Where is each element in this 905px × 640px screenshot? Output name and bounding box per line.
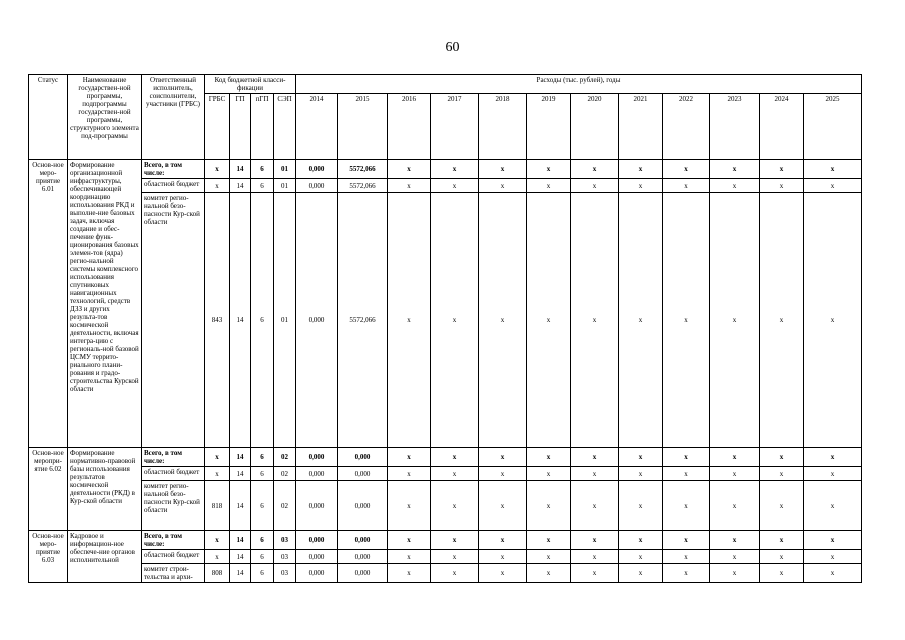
value-cell: x <box>804 179 862 193</box>
header-budget-code: Код бюджетной класси-фикации <box>205 75 296 94</box>
value-cell: x <box>388 448 431 467</box>
code-cell-gp: 14 <box>230 193 251 448</box>
header-year-5: 2019 <box>527 94 571 160</box>
value-cell: x <box>388 564 431 583</box>
header-year-1: 2015 <box>338 94 388 160</box>
value-cell: x <box>479 550 527 564</box>
value-cell: x <box>571 531 619 550</box>
value-cell: 5572,066 <box>338 160 388 179</box>
value-cell: x <box>479 531 527 550</box>
value-cell: 0,000 <box>296 448 338 467</box>
value-cell: x <box>760 179 804 193</box>
code-cell-sep: 01 <box>274 179 296 193</box>
code-cell-gp: 14 <box>230 160 251 179</box>
value-cell: x <box>619 160 663 179</box>
value-cell: x <box>760 481 804 531</box>
responsible-cell: областной бюджет <box>142 550 205 564</box>
value-cell: x <box>804 193 862 448</box>
code-cell-pgp: 6 <box>251 531 274 550</box>
header-code-0: ГРБС <box>205 94 230 160</box>
table-row <box>29 448 862 467</box>
value-cell: x <box>431 160 479 179</box>
value-cell: x <box>804 550 862 564</box>
header-code-2: пГП <box>251 94 274 160</box>
value-cell: x <box>760 550 804 564</box>
value-cell: x <box>710 448 760 467</box>
value-cell: 0,000 <box>296 564 338 583</box>
code-cell-sep: 03 <box>274 564 296 583</box>
value-cell: x <box>804 448 862 467</box>
code-cell-pgp: 6 <box>251 193 274 448</box>
table-row <box>29 160 862 179</box>
table-row <box>29 193 862 448</box>
section-status: Основ-ное меро-приятие 6.01 <box>29 160 68 448</box>
value-cell: x <box>527 193 571 448</box>
header-year-2: 2016 <box>388 94 431 160</box>
value-cell: x <box>431 564 479 583</box>
header-year-3: 2017 <box>431 94 479 160</box>
table-row <box>29 179 862 193</box>
budget-table <box>28 74 862 583</box>
value-cell: x <box>663 481 710 531</box>
value-cell: x <box>760 448 804 467</box>
value-cell: 5572,066 <box>338 179 388 193</box>
value-cell: x <box>710 179 760 193</box>
code-cell-grbs: x <box>205 531 230 550</box>
value-cell: x <box>760 531 804 550</box>
value-cell: x <box>431 531 479 550</box>
table-row <box>29 550 862 564</box>
value-cell: x <box>619 481 663 531</box>
header-year-6: 2020 <box>571 94 619 160</box>
table-row <box>29 564 862 583</box>
code-cell-gp: 14 <box>230 564 251 583</box>
value-cell: 5572,066 <box>338 193 388 448</box>
header-year-0: 2014 <box>296 94 338 160</box>
code-cell-grbs: x <box>205 179 230 193</box>
header-year-4: 2018 <box>479 94 527 160</box>
value-cell: 0,000 <box>296 481 338 531</box>
header-code-1: ГП <box>230 94 251 160</box>
value-cell: x <box>527 448 571 467</box>
code-cell-pgp: 6 <box>251 179 274 193</box>
value-cell: 0,000 <box>338 467 388 481</box>
value-cell: x <box>388 193 431 448</box>
value-cell: 0,000 <box>338 564 388 583</box>
value-cell: x <box>527 531 571 550</box>
code-cell-pgp: 6 <box>251 481 274 531</box>
value-cell: x <box>619 448 663 467</box>
value-cell: x <box>663 467 710 481</box>
value-cell: x <box>527 481 571 531</box>
code-cell-gp: 14 <box>230 467 251 481</box>
value-cell: x <box>479 564 527 583</box>
value-cell: x <box>527 467 571 481</box>
code-cell-grbs: x <box>205 550 230 564</box>
code-cell-grbs: x <box>205 160 230 179</box>
value-cell: x <box>479 448 527 467</box>
section-name: Формирование организационной инфраструктуры, обеспечивающей координацию использования РКД и выполне-ние базовых задач, включая создание и обес-печение функ-ционирования базовых элемен-тов (ядра) регио-нальной системы комплексного использования спутниковых навигационных технологий, средств ДЗЗ и других результа-тов космической деятельности, включая интегра-цию с региональ-ной базовой ЦСМУ террито-риального плани-рования и градо-строительства Курской области <box>68 160 142 448</box>
value-cell: x <box>710 564 760 583</box>
value-cell: x <box>527 179 571 193</box>
page-number: 60 <box>445 40 460 55</box>
value-cell: x <box>571 448 619 467</box>
value-cell: 0,000 <box>338 550 388 564</box>
value-cell: x <box>527 564 571 583</box>
value-cell: x <box>663 160 710 179</box>
code-cell-pgp: 6 <box>251 160 274 179</box>
value-cell: 0,000 <box>296 531 338 550</box>
value-cell: x <box>760 193 804 448</box>
value-cell: x <box>663 564 710 583</box>
table-row <box>29 467 862 481</box>
code-cell-sep: 03 <box>274 531 296 550</box>
header-expenses: Расходы (тыс. рублей), годы <box>296 75 862 94</box>
header-year-9: 2023 <box>710 94 760 160</box>
value-cell: x <box>619 531 663 550</box>
responsible-cell: комитет строи-тельства и архи- <box>142 564 205 583</box>
value-cell: x <box>479 467 527 481</box>
header-name: Наименование государствен-ной программы, подпрограммы государствен-ной программы, структурного элемента под-программы <box>68 75 142 160</box>
value-cell: x <box>619 564 663 583</box>
header-year-7: 2021 <box>619 94 663 160</box>
code-cell-grbs: x <box>205 467 230 481</box>
responsible-cell: областной бюджет <box>142 179 205 193</box>
code-cell-sep: 02 <box>274 481 296 531</box>
value-cell: x <box>388 179 431 193</box>
code-cell-pgp: 6 <box>251 564 274 583</box>
table-row <box>29 531 862 550</box>
value-cell: x <box>663 531 710 550</box>
code-cell-gp: 14 <box>230 550 251 564</box>
value-cell: x <box>804 160 862 179</box>
value-cell: x <box>388 160 431 179</box>
value-cell: x <box>710 531 760 550</box>
table-row <box>29 481 862 531</box>
value-cell: x <box>760 467 804 481</box>
value-cell: x <box>804 481 862 531</box>
header-year-11: 2025 <box>804 94 862 160</box>
value-cell: x <box>527 550 571 564</box>
value-cell: x <box>619 467 663 481</box>
value-cell: x <box>479 160 527 179</box>
code-cell-gp: 14 <box>230 481 251 531</box>
value-cell: x <box>388 531 431 550</box>
value-cell: x <box>431 467 479 481</box>
value-cell: x <box>571 160 619 179</box>
value-cell: x <box>710 550 760 564</box>
code-cell-sep: 01 <box>274 193 296 448</box>
header-year-8: 2022 <box>663 94 710 160</box>
value-cell: x <box>388 467 431 481</box>
value-cell: 0,000 <box>296 160 338 179</box>
section-status: Основ-ное меро-приятие 6.03 <box>29 531 68 583</box>
code-cell-sep: 02 <box>274 448 296 467</box>
value-cell: 0,000 <box>338 481 388 531</box>
header-status: Статус <box>29 75 68 160</box>
value-cell: x <box>663 193 710 448</box>
code-cell-sep: 01 <box>274 160 296 179</box>
value-cell: 0,000 <box>296 550 338 564</box>
value-cell: x <box>571 467 619 481</box>
value-cell: 0,000 <box>338 531 388 550</box>
value-cell: 0,000 <box>296 193 338 448</box>
value-cell: 0,000 <box>296 467 338 481</box>
value-cell: x <box>663 448 710 467</box>
value-cell: x <box>571 564 619 583</box>
value-cell: x <box>527 160 571 179</box>
code-cell-pgp: 6 <box>251 448 274 467</box>
code-cell-gp: 14 <box>230 448 251 467</box>
code-cell-pgp: 6 <box>251 550 274 564</box>
value-cell: x <box>431 550 479 564</box>
value-cell: 0,000 <box>296 179 338 193</box>
responsible-cell: комитет регио-нальной безо-пасности Кур-ской области <box>142 481 205 531</box>
value-cell: 0,000 <box>338 448 388 467</box>
section-name: Формирование нормативно-правовой базы использования результатов космической деятельности (РКД) в Кур-ской области <box>68 448 142 531</box>
value-cell: x <box>663 550 710 564</box>
value-cell: x <box>710 481 760 531</box>
code-cell-gp: 14 <box>230 531 251 550</box>
responsible-cell: комитет регио-нальной безо-пасности Кур-ской области <box>142 193 205 448</box>
code-cell-grbs: 843 <box>205 193 230 448</box>
value-cell: x <box>479 179 527 193</box>
responsible-cell: Всего, в том числе: <box>142 160 205 179</box>
code-cell-grbs: 808 <box>205 564 230 583</box>
header-responsible: Ответственный исполнитель, соисполнители, участники (ГРБС) <box>142 75 205 160</box>
header-code-3: СЭП <box>274 94 296 160</box>
value-cell: x <box>663 179 710 193</box>
section-status: Основ-ное меропри-ятие 6.02 <box>29 448 68 531</box>
value-cell: x <box>710 467 760 481</box>
value-cell: x <box>804 531 862 550</box>
value-cell: x <box>431 481 479 531</box>
value-cell: x <box>571 550 619 564</box>
section-name: Кадровое и информацион-ное обеспече-ние органов исполнительной <box>68 531 142 583</box>
value-cell: x <box>479 193 527 448</box>
value-cell: x <box>710 160 760 179</box>
value-cell: x <box>388 481 431 531</box>
value-cell: x <box>710 193 760 448</box>
value-cell: x <box>619 193 663 448</box>
value-cell: x <box>571 193 619 448</box>
value-cell: x <box>619 179 663 193</box>
header-year-10: 2024 <box>760 94 804 160</box>
value-cell: x <box>431 193 479 448</box>
value-cell: x <box>571 179 619 193</box>
code-cell-gp: 14 <box>230 179 251 193</box>
responsible-cell: областной бюджет <box>142 467 205 481</box>
value-cell: x <box>804 564 862 583</box>
code-cell-grbs: x <box>205 448 230 467</box>
value-cell: x <box>760 564 804 583</box>
code-cell-sep: 03 <box>274 550 296 564</box>
value-cell: x <box>479 481 527 531</box>
value-cell: x <box>760 160 804 179</box>
value-cell: x <box>619 550 663 564</box>
value-cell: x <box>431 179 479 193</box>
header-row-1 <box>29 75 862 94</box>
value-cell: x <box>431 448 479 467</box>
responsible-cell: Всего, в том числе: <box>142 531 205 550</box>
value-cell: x <box>388 550 431 564</box>
code-cell-pgp: 6 <box>251 467 274 481</box>
value-cell: x <box>571 481 619 531</box>
value-cell: x <box>804 467 862 481</box>
responsible-cell: Всего, в том числе: <box>142 448 205 467</box>
code-cell-grbs: 818 <box>205 481 230 531</box>
code-cell-sep: 02 <box>274 467 296 481</box>
